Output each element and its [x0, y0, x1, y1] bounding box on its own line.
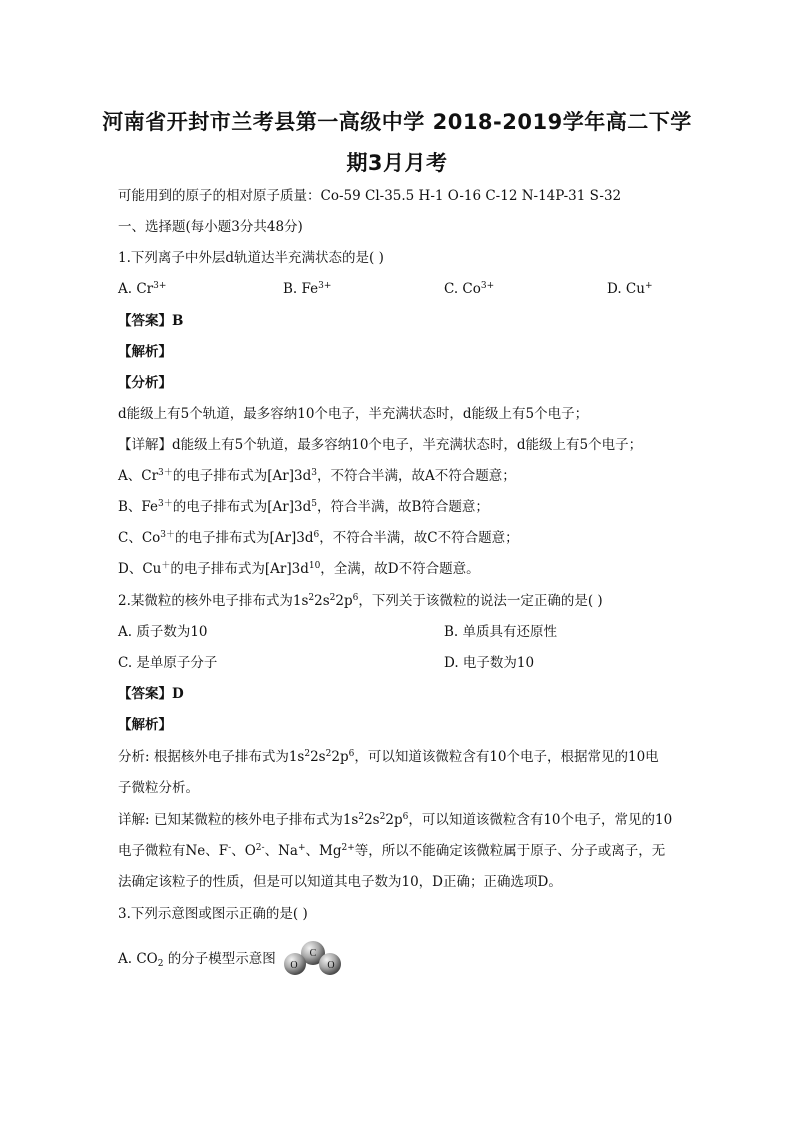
- document-title-line-1: 河南省开封市兰考县第一高级中学 2018-2019学年高二下学: [102, 110, 692, 134]
- q1-option-c: C. $Co^{3+}$: [444, 281, 495, 297]
- q2-fenxi-line-2: 子微粒分析。: [118, 780, 199, 796]
- q1-detail-line-b: B、$Fe^{3+}$的电子排布式为$[Ar]3d^5$，符合半满，故B符合题意；: [118, 499, 489, 515]
- q3-stem: 3.下列示意图或图示正确的是( ): [118, 906, 308, 922]
- q2-option-c: C. 是单原子分子: [118, 655, 218, 671]
- q1-detail-line-a: A、$Cr^{3+}$的电子排布式为$[Ar]3d^3$，不符合半满，故A不符合题意；: [118, 468, 516, 484]
- q1-stem: 1.下列离子中外层d轨道达半充满状态的是( ): [118, 250, 384, 266]
- q2-detail-line-1: 详解: 已知某微粒的核外电子排布式为$1s^22s^22p^6$，可以知道该微粒含有10个电子，常见的10: [118, 812, 673, 828]
- q3-option-a: A. $CO_2$ 的分子模型示意图: [118, 951, 276, 969]
- q2-analysis-heading: 【解析】: [118, 717, 172, 733]
- model-label-right: O: [327, 960, 335, 971]
- q2-option-d: D. 电子数为10: [444, 655, 535, 671]
- atomic-mass-note: 可能用到的原子的相对原子质量：Co-59 Cl-35.5 H-1 O-16 C-12 N-14P-31 S-32: [118, 188, 622, 204]
- model-label-center: C: [309, 948, 317, 959]
- q2-answer: 【答案】D: [118, 686, 184, 702]
- section-heading: 一、选择题(每小题3分共48分): [118, 219, 303, 235]
- q1-answer: 【答案】B: [118, 313, 184, 329]
- q2-fenxi-line-1: 分析: 根据核外电子排布式为$1s^22s^22p^6$，可以知道该微粒含有10个电子，根据常见的10电: [118, 749, 659, 765]
- q2-stem: 2.某微粒的核外电子排布式为$1s^22s^22p^6$，下列关于该微粒的说法一定正确的是( ): [118, 593, 603, 609]
- q2-detail-line-2: 电子微粒有Ne、F-、$O^{2-}$、Na+、$Mg^{2+}$等，所以不能确定该微粒属于原子、分子或离子，无: [118, 843, 666, 859]
- co2-molecule-model-image: [282, 938, 346, 978]
- q1-fenxi-heading: 【分析】: [118, 375, 172, 391]
- q1-detail-text: 【详解】d能级上有5个轨道，最多容纳10个电子，半充满状态时，d能级上有5个电子；: [118, 437, 643, 453]
- model-label-left: O: [290, 960, 298, 971]
- q1-option-d: D. Cu+: [607, 281, 653, 297]
- q2-option-a: A. 质子数为10: [118, 624, 208, 640]
- q1-option-a: A. $Cr^{3+}$: [118, 281, 167, 297]
- q2-option-b: B. 单质具有还原性: [444, 624, 558, 640]
- q1-option-b: B. $Fe^{3+}$: [283, 281, 332, 297]
- q1-analysis-heading: 【解析】: [118, 344, 172, 360]
- document-title-line-2: 期3月月考: [346, 151, 448, 175]
- q2-detail-line-3: 法确定该粒子的性质，但是可以知道其电子数为10，D正确；正确选项D。: [118, 874, 562, 890]
- q1-fenxi-text: d能级上有5个轨道，最多容纳10个电子，半充满状态时，d能级上有5个电子；: [118, 406, 589, 422]
- q1-detail-line-d: D、Cu＋的电子排布式为$[Ar]3d^{10}$，全满，故D不符合题意。: [118, 561, 480, 577]
- q1-detail-line-c: C、$Co^{3+}$的电子排布式为$[Ar]3d^6$，不符合半满，故C不符合题意；: [118, 530, 519, 546]
